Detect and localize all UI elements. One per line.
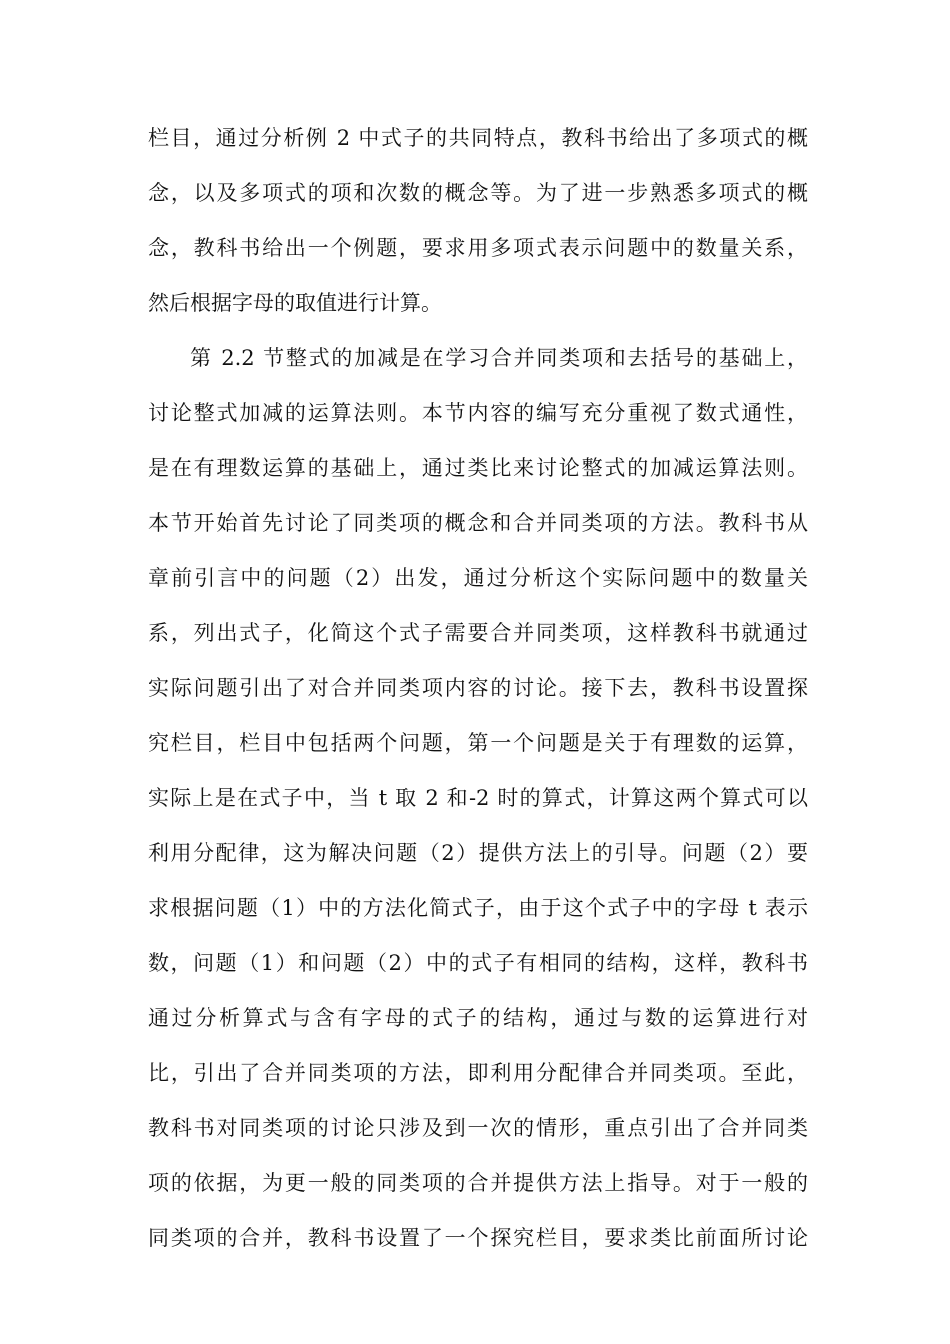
text-line: 是在有理数运算的基础上，通过类比来讨论整式的加减运算法则。 (148, 456, 808, 480)
text-line: 究栏目，栏目中包括两个问题，第一个问题是关于有理数的运算， (148, 731, 808, 755)
text-line: 实际问题引出了对合并同类项内容的讨论。接下去，教科书设置探 (148, 676, 808, 700)
text-line: 栏目，通过分析例 2 中式子的共同特点，教科书给出了多项式的概 (148, 126, 808, 150)
text-line: 实际上是在式子中，当 t 取 2 和-2 时的算式，计算这两个算式可以 (148, 786, 808, 810)
text-line: 数，问题（1）和问题（2）中的式子有相同的结构，这样，教科书 (148, 951, 808, 975)
text-line: 求根据问题（1）中的方法化简式子，由于这个式子中的字母 t 表示 (148, 896, 808, 920)
text-line: 系，列出式子，化简这个式子需要合并同类项，这样教科书就通过 (148, 621, 808, 645)
text-line: 念，教科书给出一个例题，要求用多项式表示问题中的数量关系， (148, 236, 808, 260)
text-line: 本节开始首先讨论了同类项的概念和合并同类项的方法。教科书从 (148, 511, 808, 535)
text-line: 第 2.2 节整式的加减是在学习合并同类项和去括号的基础上， (190, 346, 808, 370)
text-line: 通过分析算式与含有字母的式子的结构，通过与数的运算进行对 (148, 1006, 808, 1030)
text-line: 然后根据字母的取值进行计算。 (148, 291, 442, 315)
text-line: 利用分配律，这为解决问题（2）提供方法上的引导。问题（2）要 (148, 841, 808, 865)
text-line: 念，以及多项式的项和次数的概念等。为了进一步熟悉多项式的概 (148, 181, 808, 205)
text-line: 项的依据，为更一般的同类项的合并提供方法上指导。对于一般的 (148, 1171, 808, 1195)
text-line: 章前引言中的问题（2）出发，通过分析这个实际问题中的数量关 (148, 566, 808, 590)
text-line: 比，引出了合并同类项的方法，即利用分配律合并同类项。至此， (148, 1061, 808, 1085)
text-line: 讨论整式加减的运算法则。本节内容的编写充分重视了数式通性， (148, 401, 808, 425)
text-line: 同类项的合并，教科书设置了一个探究栏目，要求类比前面所讨论 (148, 1226, 808, 1250)
text-line: 教科书对同类项的讨论只涉及到一次的情形，重点引出了合并同类 (148, 1116, 808, 1140)
